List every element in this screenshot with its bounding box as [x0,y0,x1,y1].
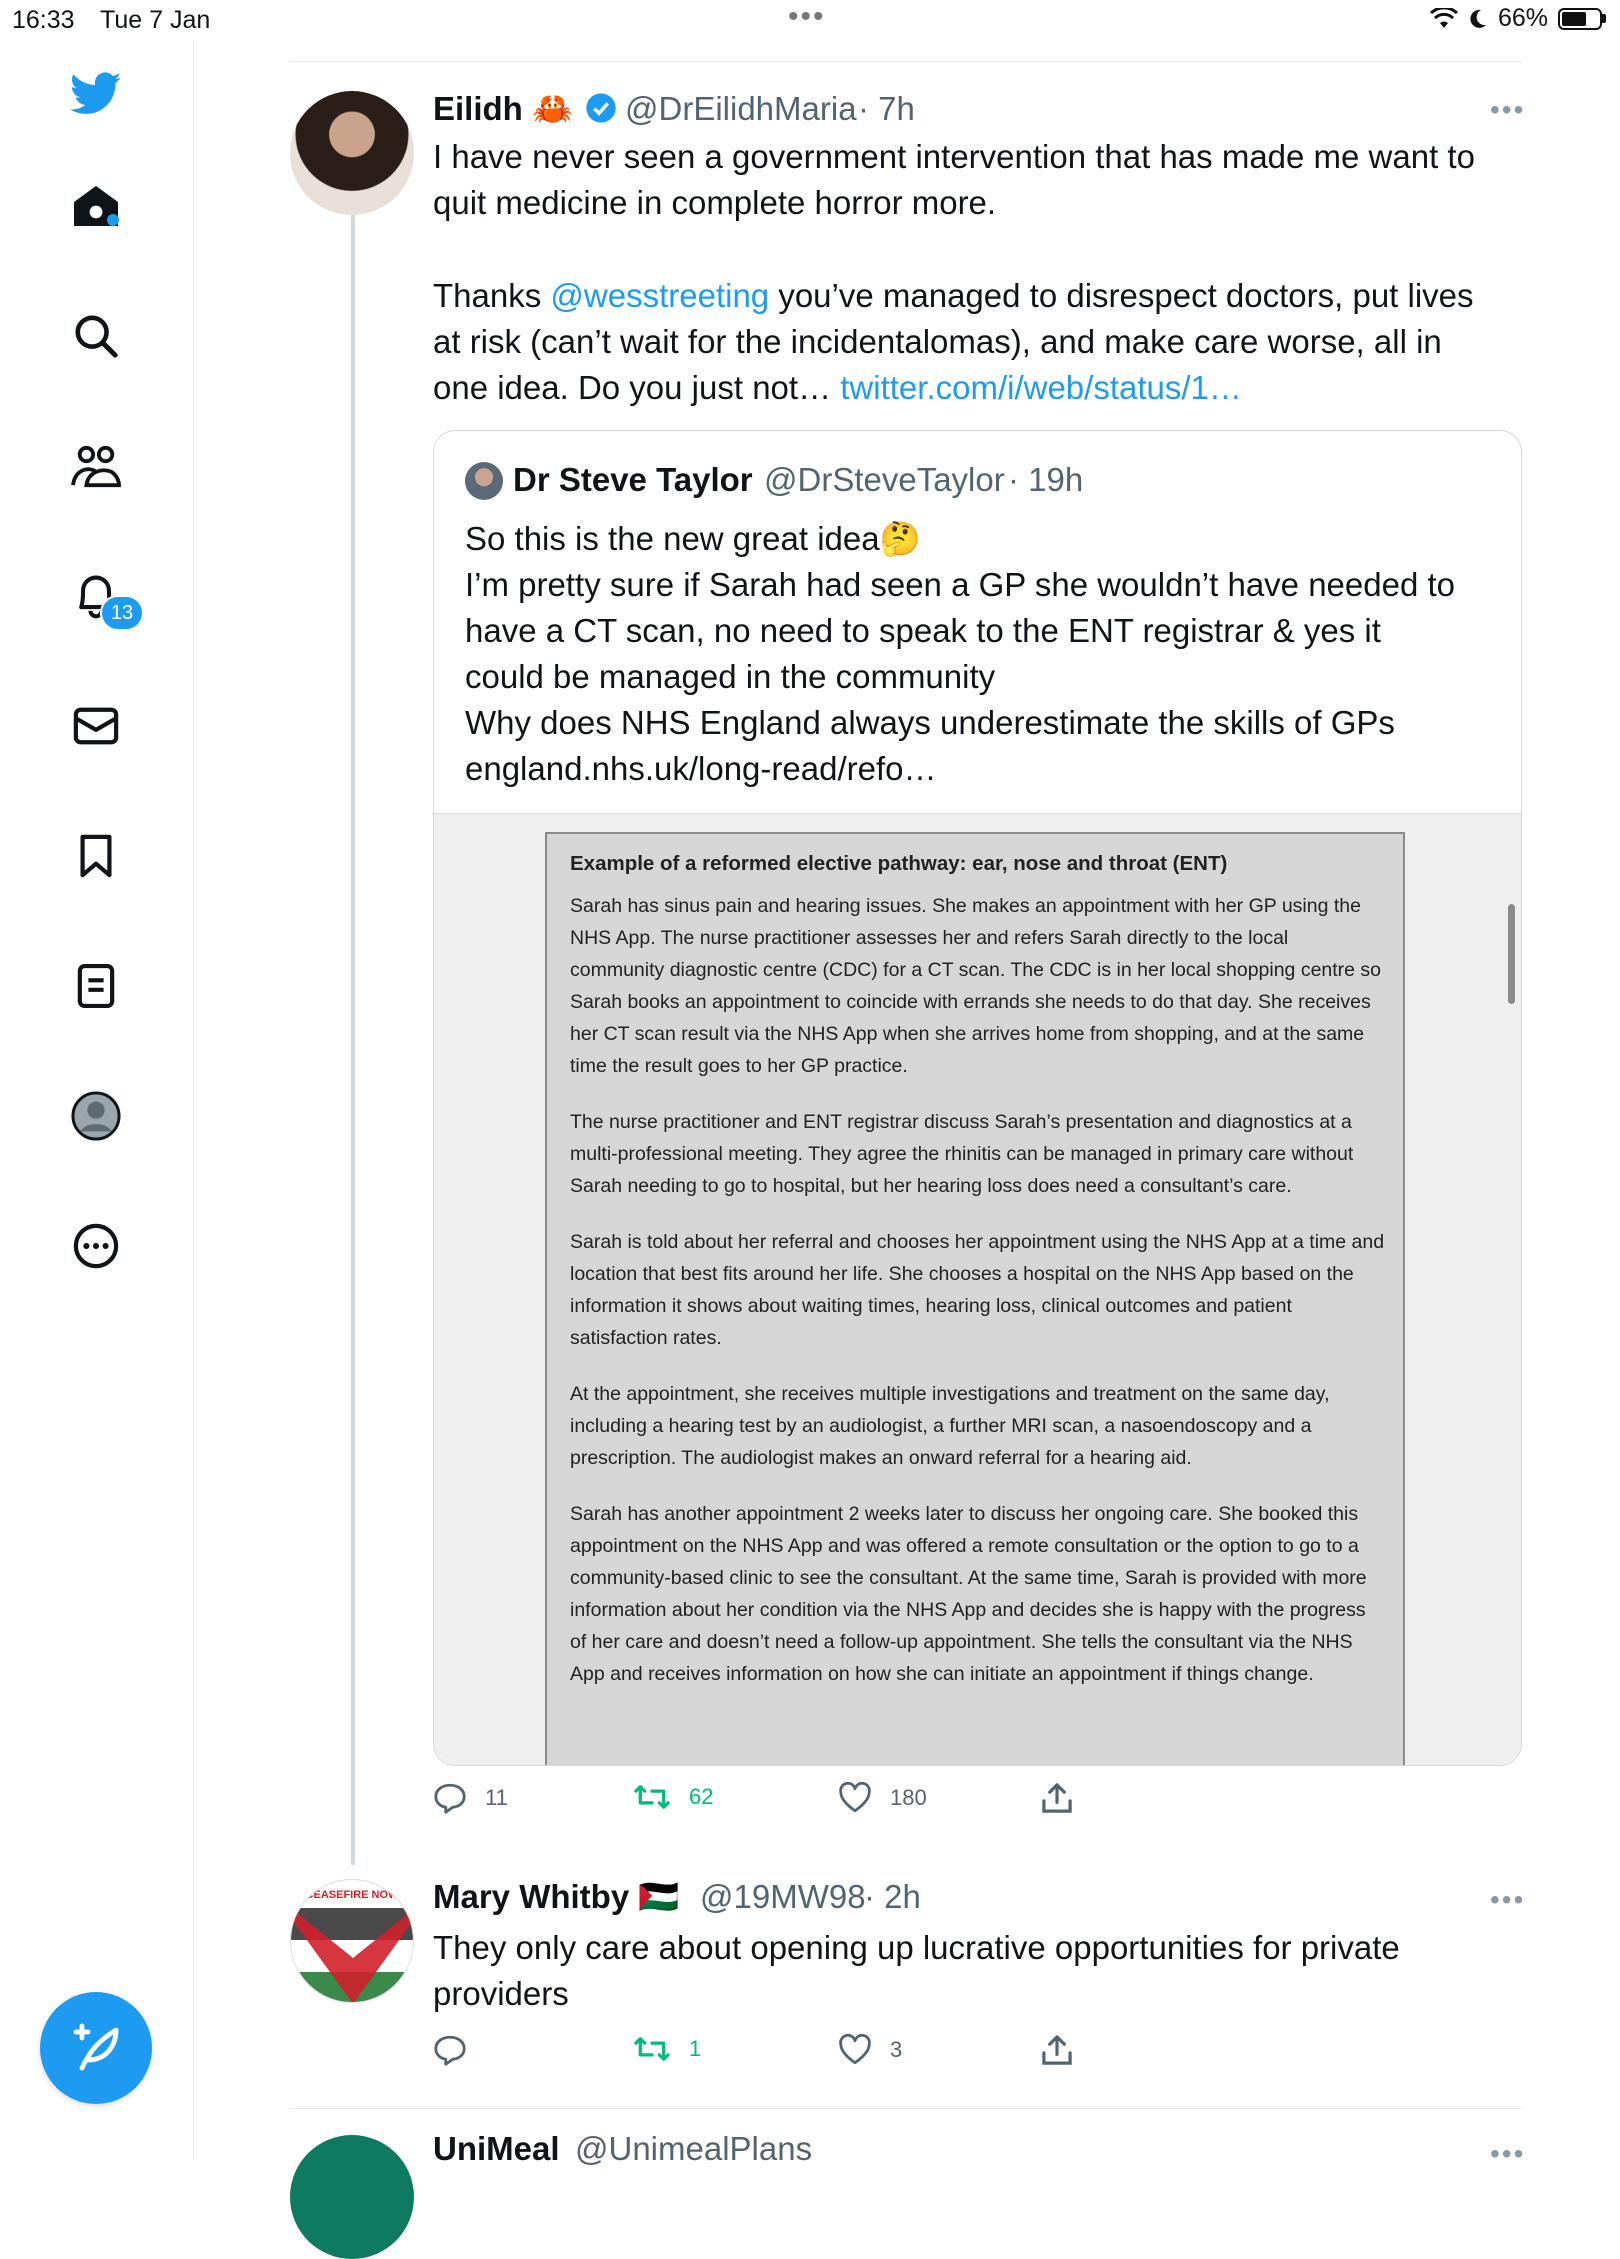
reply-tweet-share-button[interactable] [1041,2034,1073,2066]
moon-icon [1468,8,1488,30]
quoted-author-handle: @DrSteveTaylor [764,461,1005,498]
status-indicators [1430,4,1606,33]
like-button[interactable] [838,1782,927,1814]
reply-author-handle[interactable]: @19MW98 [700,1878,866,1915]
tweet-text-thanks: Thanks [433,277,551,314]
reply-icon [433,1782,467,1814]
share-button[interactable] [1041,1782,1073,1814]
battery-icon [1558,8,1606,30]
retweet-count: 62 [689,1784,714,1809]
image-scrollbar[interactable] [1508,904,1515,1004]
document-title: Example of a reformed elective pathway: ear, nose and throat (ENT) [570,852,1228,875]
tweet-time[interactable]: · 7h [858,90,915,127]
next-more-options-icon[interactable]: ••• [1490,2138,1526,2169]
document-paragraph: The nurse practitioner and ENT registrar discuss Sarah’s presentation and diagnostics at a multi-professional meeting. They agree the rhinitis can be managed in primary care without Sarah needing to go to hospital, but her hearing loss does need a consultant’s care. [570,1111,1354,1197]
mention-link[interactable]: @wesstreeting [550,277,770,314]
mail-icon[interactable] [70,700,122,752]
heart-icon [838,2034,872,2066]
like-count: 180 [890,1785,927,1810]
status-date: Tue 7 Jan [100,6,211,34]
document-paragraph: Sarah has another appointment 2 weeks later to discuss her ongoing care. She booked this appointment on the NHS App and was offered a remote consultation or the option to go to a community-based clinic to see the consultant. At the same time, Sarah is provided with more information about her condition via the NHS App and decides she is happy with the progress of her care and doesn’t need a follow-up appointment. She tells the consultant via the NHS App and receives information on how she can initiate an appointment if things change. [570,1503,1367,1685]
document-excerpt [545,832,1405,1766]
bookmark-icon[interactable] [70,830,122,882]
status-time: 16:33 [12,6,75,34]
list-icon[interactable] [70,960,122,1012]
document-paragraph: Sarah has sinus pain and hearing issues. She makes an appointment with her GP using the NHS App. The nurse practitioner assesses her and refers Sarah directly to the local community diagnostic centre (CDC) for a CT scan. The CDC is in her local shopping centre so Sarah books an appointment to coincide with errands she needs to do that day. She receives her CT scan result via the NHS App when she arrives home from shopping, and at the same time the result goes to her GP practice. [570,895,1382,1077]
verified-badge-icon [585,92,617,124]
reply-tweet-like-button[interactable] [838,2034,902,2066]
next-author-handle[interactable]: @UnimealPlans [575,2130,813,2167]
search-icon[interactable] [70,310,122,362]
tweet-divider [290,2108,1522,2109]
mary-whitby-avatar[interactable] [290,1879,414,2003]
retweet-icon [633,2034,671,2064]
document-paragraph: At the appointment, she receives multiple investigations and treatment on the same day, including a hearing test by an audiologist, a further MRI scan, a nasoendoscopy and a prescription. The audiologist makes an onward referral for a hearing aid. [570,1383,1330,1469]
reply-tweet-reply-button[interactable] [433,2034,485,2066]
status-bar [0,0,1620,40]
palestine-flag-heart-icon [291,1908,414,2003]
reply-tweet-like-count: 3 [890,2037,903,2062]
compose-feather-icon [70,2022,122,2074]
more-circle-icon[interactable] [70,1220,122,1272]
quoted-tweet-time: · 19h [1008,461,1084,498]
sidebar [0,40,194,2160]
reply-author-name[interactable]: Mary Whitby 🇵🇸 [433,1878,680,1915]
more-options-icon[interactable]: ••• [1490,94,1526,125]
tweet-url-link[interactable]: twitter.com/i/web/status/1… [840,369,1242,406]
home-unread-dot [107,214,119,226]
thread-connector-line [351,215,355,1865]
steve-taylor-avatar [465,462,503,500]
document-paragraph: Sarah is told about her referral and chooses her appointment using the NHS App at a time and location that best fits around her life. She chooses a hospital on the NHS App based on the information it shows about waiting times, hearing loss, clinical outcomes and patient satisfaction rates. [570,1231,1385,1349]
compose-tweet-button[interactable] [40,1992,152,2104]
tweet-text-intro: I have never seen a government intervention that has made me want to quit medicine in complete horror more. [433,138,1475,221]
reply-tweet-time[interactable]: · 2h [864,1878,921,1915]
retweet-icon [633,1782,671,1812]
tweet-author-handle[interactable]: @DrEilidhMaria [625,90,857,127]
reply-tweet-retweet-count: 1 [689,2036,702,2061]
battery-percent: 66% [1497,4,1548,32]
quoted-author-name: Dr Steve Taylor [513,461,753,498]
reply-icon [433,2034,467,2066]
wifi-icon [1430,8,1458,30]
share-icon [1041,1782,1073,1814]
top-divider [290,61,1522,62]
quoted-tweet-card[interactable] [433,430,1522,1766]
retweet-button[interactable] [633,1782,713,1812]
avatar-banner-text: CEASEFIRE NOW [305,1889,399,1901]
tweet-text-body [433,273,1523,411]
notification-badge: 13 [100,595,144,631]
reply-more-options-icon[interactable]: ••• [1490,1884,1526,1915]
reply-button[interactable] [433,1782,508,1814]
profile-icon[interactable] [70,1090,122,1142]
twitter-bird-icon[interactable] [70,68,122,120]
reply-tweet-retweet-button[interactable] [633,2034,701,2064]
battery-level [1562,12,1586,26]
eilidh-avatar[interactable] [290,91,414,215]
tweet-author-name[interactable]: Eilidh 🦀 [433,90,574,127]
share-icon [1041,2034,1073,2066]
unimeal-avatar[interactable] [290,2135,414,2259]
heart-icon [838,1782,872,1814]
multitasking-dots-icon[interactable]: ••• [788,0,826,33]
communities-icon[interactable] [70,440,122,492]
tweet-text-rest: you’ve managed to disrespect doctors, put lives at risk (can’t wait for the incidentalomas), and make care worse, all in one idea. Do you just not… [433,277,1474,406]
next-author-name[interactable]: UniMeal [433,2130,560,2167]
quoted-tweet-text: So this is the new great idea🤔 I’m pretty sure if Sarah had seen a GP she wouldn’t have needed to have a CT scan, no need to speak to the ENT registrar & yes it could be managed in the community Why does NHS England always underestimate the skills of GPs england.nhs.uk/long-read/refo… [465,520,1455,787]
quoted-tweet-image[interactable] [434,813,1521,1766]
reply-tweet-text: They only care about opening up lucrative opportunities for private providers [433,1929,1400,2012]
reply-count: 11 [485,1785,508,1810]
